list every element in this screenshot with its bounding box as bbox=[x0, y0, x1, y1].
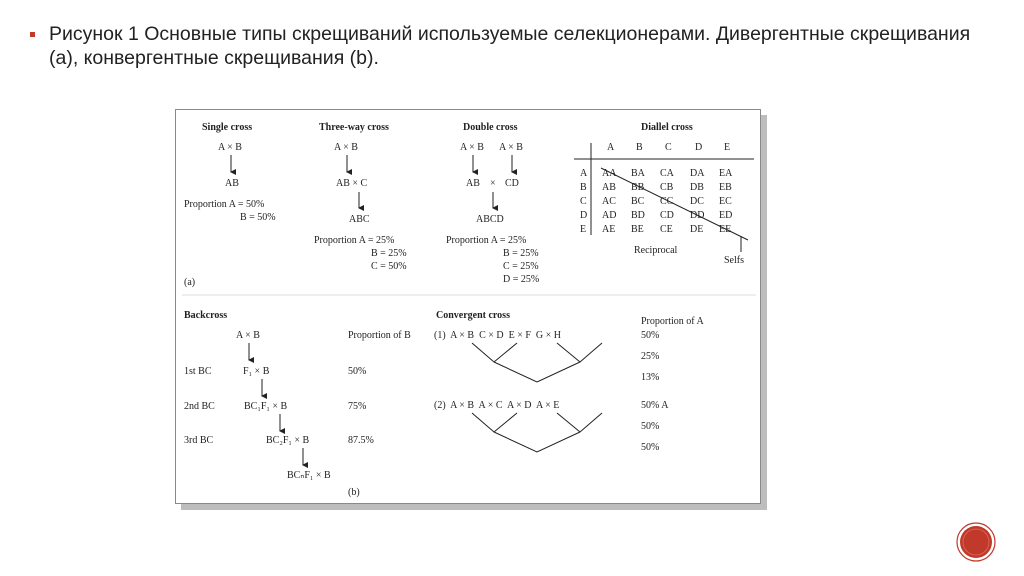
backcross-row-value: 87.5% bbox=[348, 435, 374, 446]
convergent-value: 50% bbox=[641, 442, 660, 453]
next-slide-button[interactable] bbox=[956, 522, 996, 562]
diallel-col-header: B bbox=[636, 142, 643, 153]
double-mid-times: × bbox=[490, 178, 496, 189]
threeway-result: ABC bbox=[349, 214, 370, 225]
reciprocal-label: Reciprocal bbox=[634, 245, 678, 256]
diallel-cell: AB bbox=[602, 182, 616, 193]
diallel-title: Diallel cross bbox=[641, 122, 693, 133]
convergent-tree-1 bbox=[472, 343, 602, 382]
threeway-parents: A × B bbox=[334, 142, 358, 153]
slide-caption bbox=[30, 22, 990, 70]
diallel-cell: CE bbox=[660, 224, 673, 235]
backcross-row-value: 75% bbox=[348, 401, 367, 412]
convergent-value: 50% bbox=[641, 330, 660, 341]
double-parents-left: A × B bbox=[460, 142, 484, 153]
threeway-mid: AB × C bbox=[336, 178, 368, 189]
figure-diagram bbox=[176, 110, 762, 505]
backcross-row-label: 3rd BC bbox=[184, 435, 214, 446]
diallel-cell: CB bbox=[660, 182, 674, 193]
diallel-cell: EB bbox=[719, 182, 732, 193]
convergent-line-2: (2) A × B A × C A × D A × E bbox=[434, 400, 560, 411]
diallel-cell: BD bbox=[631, 210, 645, 221]
diallel-cell: BE bbox=[631, 224, 644, 235]
next-button-fill bbox=[960, 526, 992, 558]
backcross-row-value: 50% bbox=[348, 366, 367, 377]
diallel-row-label: D bbox=[580, 210, 588, 221]
diallel-cell: CD bbox=[660, 210, 674, 221]
single-cross-result: AB bbox=[225, 178, 239, 189]
diallel-cell: CA bbox=[660, 168, 674, 179]
threeway-title: Three-way cross bbox=[319, 122, 389, 133]
panel-a-label: (a) bbox=[184, 277, 196, 288]
backcross-final: BCₙF₁ × B bbox=[287, 470, 331, 481]
diallel-cell: AE bbox=[602, 224, 616, 235]
diallel-cell: DA bbox=[690, 168, 705, 179]
backcross-row-expr: BC₂F₁ × B bbox=[266, 435, 310, 446]
diallel-cell: BC bbox=[631, 196, 645, 207]
single-prop-b: B = 50% bbox=[240, 212, 276, 223]
convergent-prop-header: Proportion of A bbox=[641, 316, 704, 327]
convergent-value: 50% bbox=[641, 421, 660, 432]
caption-text: Рисунок 1 Основные типы скрещиваний используемые селекционерами. Дивергентные скрещивания (a), конвергентные скрещивания (b). bbox=[49, 23, 971, 69]
diallel-col-header: D bbox=[695, 142, 703, 153]
backcross-title: Backcross bbox=[184, 310, 228, 321]
double-parents-right: A × B bbox=[499, 142, 523, 153]
diallel-col-header: E bbox=[724, 142, 731, 153]
double-result: ABCD bbox=[476, 214, 504, 225]
backcross-row-expr: F₁ × B bbox=[243, 366, 270, 377]
diallel-cell: AA bbox=[602, 168, 617, 179]
diallel-col-headers bbox=[607, 142, 730, 153]
diallel-cell: DB bbox=[690, 182, 704, 193]
single-prop-a: Proportion A = 50% bbox=[184, 199, 265, 210]
diallel-row-label: E bbox=[580, 224, 587, 235]
diallel-cell: DC bbox=[690, 196, 704, 207]
crossing-types-figure bbox=[175, 109, 761, 504]
convergent-line-1: (1) A × B C × D E × F G × H bbox=[434, 330, 562, 341]
double-prop-c: C = 25% bbox=[503, 261, 539, 272]
convergent-value: 13% bbox=[641, 372, 660, 383]
panel-b-label: (b) bbox=[348, 487, 360, 498]
backcross-row-label: 2nd BC bbox=[184, 401, 215, 412]
convergent-title: Convergent cross bbox=[436, 310, 510, 321]
diallel-row-label: B bbox=[580, 182, 587, 193]
diallel-cell: BB bbox=[631, 182, 645, 193]
backcross-row-label: 1st BC bbox=[184, 366, 212, 377]
diallel-col-header: A bbox=[607, 142, 615, 153]
diallel-cell: AC bbox=[602, 196, 616, 207]
diallel-row-label: A bbox=[580, 168, 588, 179]
diallel-cell: BA bbox=[631, 168, 645, 179]
double-mid-right: CD bbox=[505, 178, 519, 189]
threeway-prop-c: C = 50% bbox=[371, 261, 407, 272]
diallel-cell: ED bbox=[719, 210, 733, 221]
threeway-prop-a: Proportion A = 25% bbox=[314, 235, 395, 246]
selfs-label: Selfs bbox=[724, 255, 744, 266]
convergent-value: 25% bbox=[641, 351, 660, 362]
threeway-prop-b: B = 25% bbox=[371, 248, 407, 259]
backcross-prop-header: Proportion of B bbox=[348, 330, 411, 341]
single-cross-title: Single cross bbox=[202, 122, 253, 133]
diallel-cell: EA bbox=[719, 168, 733, 179]
double-prop-b: B = 25% bbox=[503, 248, 539, 259]
double-title: Double cross bbox=[463, 122, 518, 133]
convergent-tree-2 bbox=[472, 413, 602, 452]
diallel-cell: DE bbox=[690, 224, 704, 235]
diallel-cell: CC bbox=[660, 196, 674, 207]
diallel-row-label: C bbox=[580, 196, 587, 207]
bullet-icon bbox=[30, 32, 35, 37]
backcross-parents: A × B bbox=[236, 330, 260, 341]
convergent-value: 50% A bbox=[641, 400, 669, 411]
diallel-cell: DD bbox=[690, 210, 705, 221]
diallel-table bbox=[580, 168, 733, 235]
diallel-cell: EE bbox=[719, 224, 732, 235]
double-prop-d: D = 25% bbox=[503, 274, 540, 285]
diallel-cell: EC bbox=[719, 196, 732, 207]
backcross-row-expr: BC₁F₁ × B bbox=[244, 401, 288, 412]
diallel-col-header: C bbox=[665, 142, 672, 153]
double-mid-left: AB bbox=[466, 178, 480, 189]
diallel-cell: AD bbox=[602, 210, 617, 221]
double-prop-a: Proportion A = 25% bbox=[446, 235, 527, 246]
single-cross-parents: A × B bbox=[218, 142, 242, 153]
